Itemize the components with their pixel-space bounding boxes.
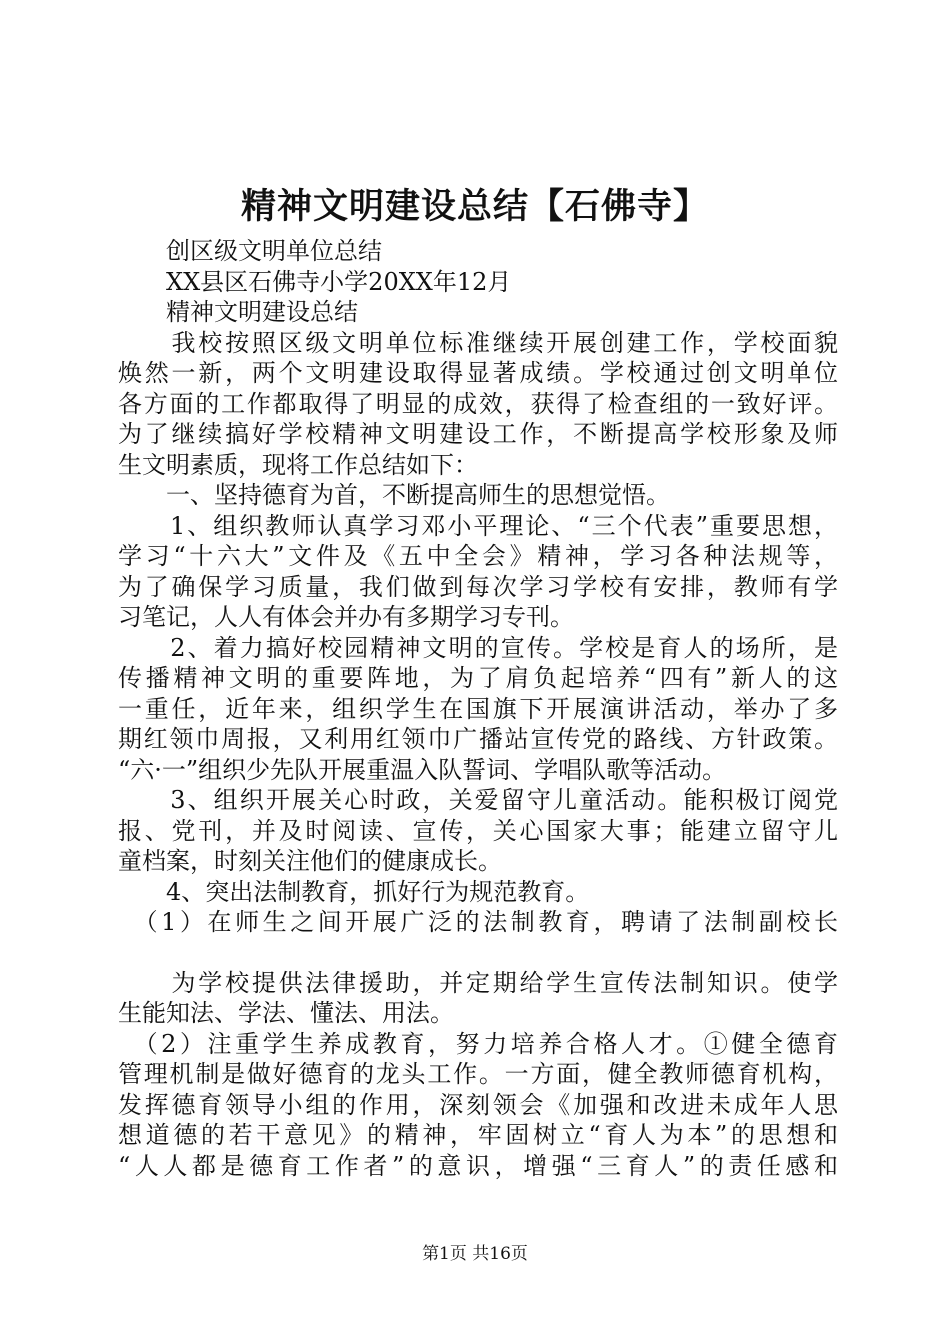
text-line: “六·一”组织少先队开展重温入队誓词、学唱队歌等活动。 [118, 755, 727, 784]
text-line: 童档案，时刻关注他们的健康成长。 [118, 847, 502, 875]
body-part-2 [118, 968, 838, 1182]
text-line: 为学校提供法律援助，并定期给学生宣传法制知识。使学 [118, 968, 838, 997]
text-line: 1、组织教师认真学习邓小平理论、“三个代表”重要思想， [118, 511, 838, 540]
text-line: 发挥德育领导小组的作用，深刻领会《加强和改进未成年人思 [118, 1090, 838, 1119]
text-line: 学习“十六大”文件及《五中全会》精神，学习各种法规等， [118, 542, 838, 570]
text-line: 焕然一新，两个文明建设取得显著成绩。学校通过创文明单位 [118, 359, 838, 387]
text-line: 2、着力搞好校园精神文明的宣传。学校是育人的场所，是 [118, 633, 838, 662]
text-line: 期红领巾周报，又利用红领巾广播站宣传党的路线、方针政策。 [118, 725, 838, 753]
text-line: 为了继续搞好学校精神文明建设工作，不断提高学校形象及师 [118, 420, 838, 448]
text-line: 4、突出法制教育，抓好行为规范教育。 [118, 877, 590, 906]
page-footer: 第1页 共16页 [422, 1244, 528, 1264]
text-line: 习笔记，人人有体会并办有多期学习专刊。 [118, 603, 574, 631]
text-line: 精神文明建设总结 [118, 298, 358, 326]
paragraph-gap [118, 938, 838, 968]
text-line: 传播精神文明的重要阵地，为了肩负起培养“四有”新人的这 [118, 664, 838, 692]
text-line: 我校按照区级文明单位标准继续开展创建工作，学校面貌 [118, 328, 838, 357]
text-line: 生文明素质，现将工作总结如下： [118, 450, 478, 479]
text-line: 各方面的工作都取得了明显的成效，获得了检查组的一致好评。 [118, 389, 838, 418]
text-line: （2）注重学生养成教育，努力培养合格人才。①健全德育 [118, 1029, 838, 1058]
text-line: “人人都是德育工作者”的意识，增强“三育人”的责任感和 [118, 1151, 838, 1180]
text-line: 3、组织开展关心时政，关爱留守儿童活动。能积极订阅党 [118, 786, 838, 814]
text-line: 为了确保学习质量，我们做到每次学习学校有安排，教师有学 [118, 572, 838, 601]
text-line: XX县区石佛寺小学20XX年12月 [118, 267, 512, 296]
text-line: 一重任，近年来，组织学生在国旗下开展演讲活动，举办了多 [118, 694, 838, 723]
text-line: 管理机制是做好德育的龙头工作。一方面，健全教师德育机构， [118, 1060, 838, 1088]
text-line: 报、党刊，并及时阅读、宣传，关心国家大事；能建立留守儿 [118, 816, 838, 845]
text-line: （1）在师生之间开展广泛的法制教育，聘请了法制副校长 [118, 908, 838, 936]
text-line: 生能知法、学法、懂法、用法。 [118, 999, 454, 1027]
document-title: 精神文明建设总结【石佛寺】 [240, 186, 709, 227]
text-line: 创区级文明单位总结 [118, 237, 382, 265]
text-line: 一、坚持德育为首，不断提高师生的思想觉悟。 [118, 481, 670, 509]
text-line: 想道德的若干意见》的精神，牢固树立“育人为本”的思想和 [118, 1121, 838, 1149]
document-body [118, 236, 838, 1181]
body-part-1 [118, 236, 838, 938]
